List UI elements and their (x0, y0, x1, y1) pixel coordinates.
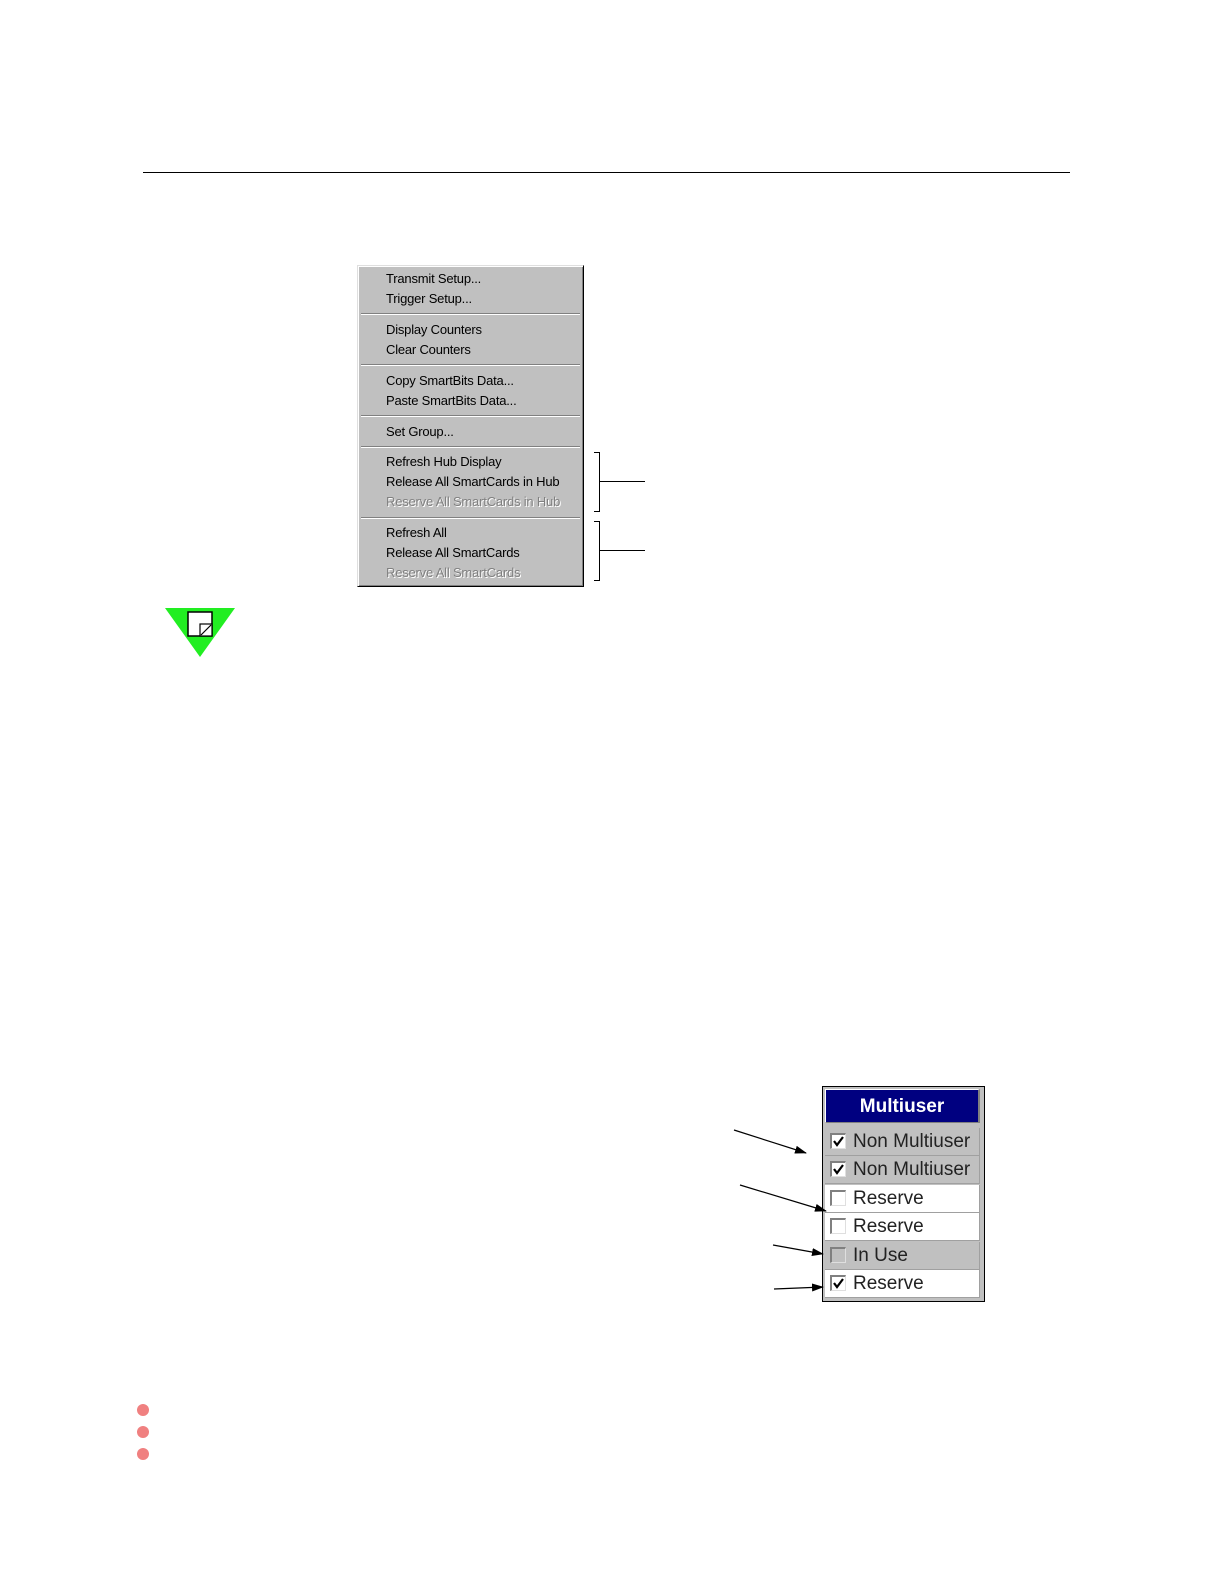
menu-item-clear-counters[interactable]: Clear Counters (386, 342, 471, 357)
header-rule (143, 172, 1070, 173)
multiuser-row-label: Reserve (853, 1188, 924, 1209)
menu-separator (361, 364, 580, 366)
checkbox-checked[interactable] (830, 1161, 846, 1177)
checkbox-unchecked[interactable] (830, 1218, 846, 1234)
bracket-all-group (594, 521, 600, 581)
menu-item-display-counters[interactable]: Display Counters (386, 322, 482, 337)
menu-separator (361, 313, 580, 315)
bullet-dot (137, 1426, 149, 1438)
multiuser-row (825, 1270, 980, 1298)
multiuser-header[interactable]: Multiuser (825, 1089, 980, 1123)
bullet-dot (137, 1448, 149, 1460)
menu-item-release-all-smartcards[interactable]: Release All SmartCards (386, 545, 520, 560)
checkbox-checked[interactable] (830, 1275, 846, 1291)
menu-item-trigger-setup[interactable]: Trigger Setup... (386, 291, 472, 306)
bullet-dot (137, 1404, 149, 1416)
bracket-hub-group (594, 452, 600, 512)
menu-item-copy-smartbits-data[interactable]: Copy SmartBits Data... (386, 373, 514, 388)
arrow-non-multiuser (734, 1130, 806, 1153)
multiuser-row (825, 1242, 980, 1270)
multiuser-row-label: Non Multiuser (853, 1131, 971, 1152)
bracket-leader-line (600, 550, 645, 551)
menu-item-transmit-setup[interactable]: Transmit Setup... (386, 271, 482, 286)
menu-item-paste-smartbits-data[interactable]: Paste SmartBits Data... (386, 393, 517, 408)
arrow-reserved-checked (774, 1287, 823, 1289)
multiuser-row-label: Reserve (853, 1216, 924, 1237)
checkbox-unchecked[interactable] (830, 1247, 846, 1263)
menu-separator (361, 415, 580, 417)
multiuser-row (825, 1213, 980, 1241)
multiuser-row-label: Non Multiuser (853, 1159, 971, 1180)
checkbox-unchecked[interactable] (830, 1190, 846, 1206)
menu-separator (361, 517, 580, 519)
multiuser-row (825, 1185, 980, 1213)
menu-item-refresh-all[interactable]: Refresh All (386, 525, 447, 540)
multiuser-panel (822, 1086, 985, 1302)
menu-item-reserve-all-smartcards: Reserve All SmartCards (386, 565, 521, 580)
multiuser-row-label: In Use (853, 1245, 908, 1266)
arrow-in-use (773, 1245, 823, 1254)
checkbox-checked[interactable] (830, 1133, 846, 1149)
menu-item-reserve-all-smartcards-in-hub: Reserve All SmartCards in Hub (386, 494, 561, 509)
menu-separator (361, 446, 580, 448)
menu-item-set-group[interactable]: Set Group... (386, 424, 454, 439)
multiuser-row-label: Reserve (853, 1273, 924, 1294)
bracket-leader-line (600, 481, 645, 482)
context-menu (357, 265, 584, 587)
menu-item-release-all-smartcards-in-hub[interactable]: Release All SmartCards in Hub (386, 474, 560, 489)
note-icon (164, 607, 236, 659)
menu-item-refresh-hub-display[interactable]: Refresh Hub Display (386, 454, 502, 469)
multiuser-row (825, 1128, 980, 1156)
multiuser-row (825, 1156, 980, 1184)
arrow-reserve (740, 1185, 826, 1211)
